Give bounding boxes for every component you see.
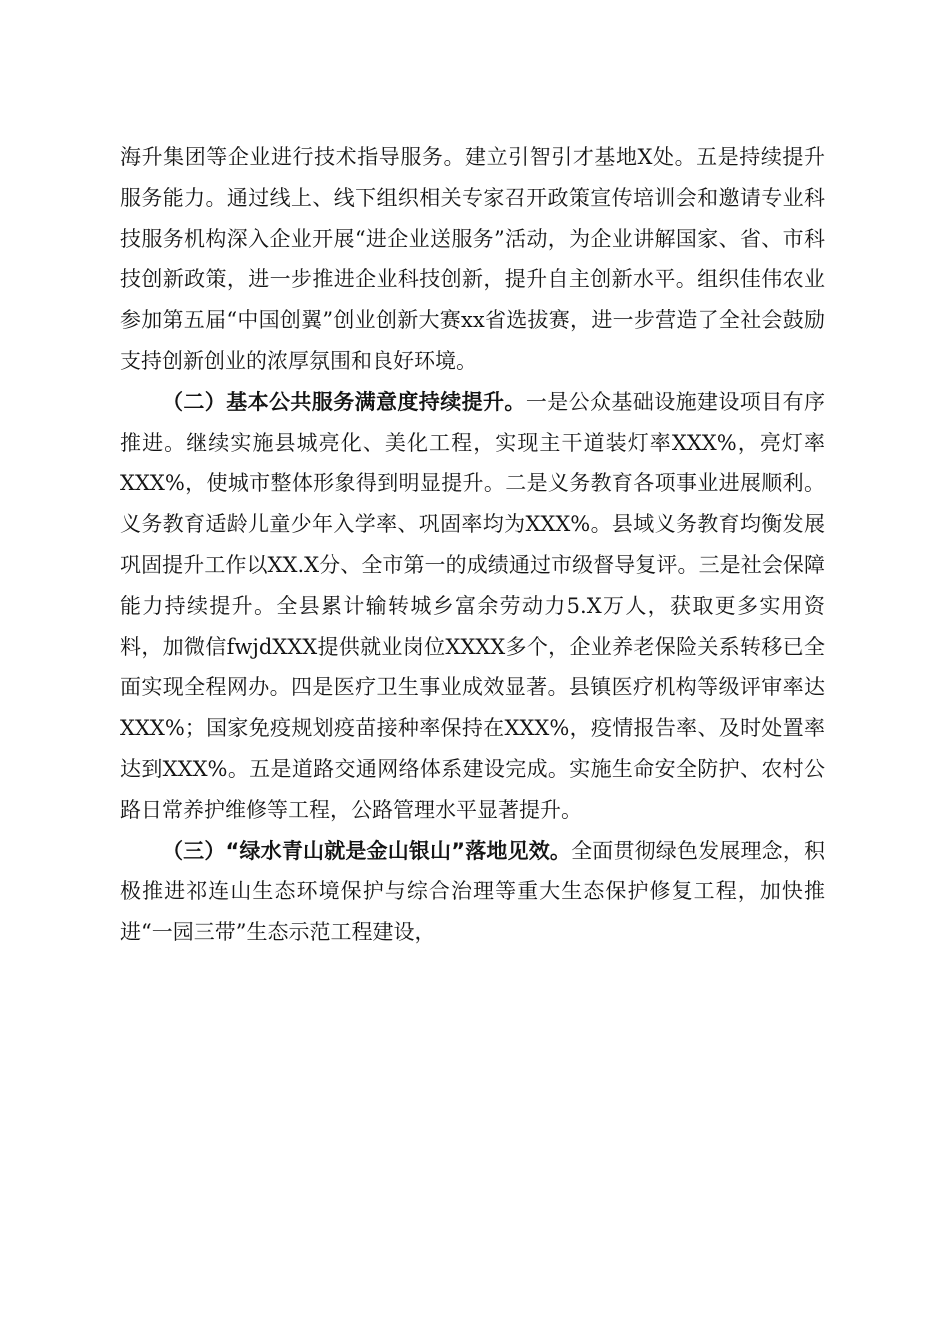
paragraph-continuation [120, 137, 825, 382]
paragraph-1-body: 海升集团等企业进行技术指导服务。建立引智引才基地X处。五是持续提升服务能力。通过线上、线下组织相关专家召开政策宣传培训会和邀请专业科技服务机构深入企业开展“进企业送服务”活动，为企业讲解国家、省、市科技创新政策，进一步推进企业科技创新，提升自主创新水平。组织佳伟农业参加第五届“中国创翼”创业创新大赛xx省选拔赛，进一步营造了全社会鼓励支持创新创业的浓厚氛围和良好环境。 [120, 145, 825, 373]
paragraph-3-body: 全面贯彻绿色发展理念，积极推进祁连山生态环境保护与综合治理等重大生态保护修复工程，加快推进“一园三带”生态示范工程建设， [120, 838, 826, 945]
section-three-heading: （三）“绿水青山就是金山银山”落地见效。 [162, 838, 572, 863]
document-page [120, 137, 825, 953]
paragraph-section-two [120, 382, 825, 831]
paragraph-section-three [120, 831, 825, 953]
paragraph-2-body: 一是公众基础设施建设项目有序推进。继续实施县城亮化、美化工程，实现主干道装灯率XXX%，亮灯率XXX%，使城市整体形象得到明显提升。二是义务教育各项事业进展顺利。义务教育适龄儿童少年入学率、巩固率均为XXX%。县域义务教育均衡发展巩固提升工作以XX.X分、全市第一的成绩通过市级督导复评。三是社会保障能力持续提升。全县累计输转城乡富余劳动力5.X万人，获取更多实用资料，加微信fwjdXXX提供就业岗位XXXX多个，企业养老保险关系转移已全面实现全程网办。四是医疗卫生事业成效显著。县镇医疗机构等级评审率达XXX%；国家免疫规划疫苗接种率保持在XXX%，疫情报告率、及时处置率达到XXX%。五是道路交通网络体系建设完成。实施生命安全防护、农村公路日常养护维修等工程，公路管理水平显著提升。 [120, 389, 826, 822]
section-two-heading: （二）基本公共服务满意度持续提升。 [162, 389, 526, 414]
